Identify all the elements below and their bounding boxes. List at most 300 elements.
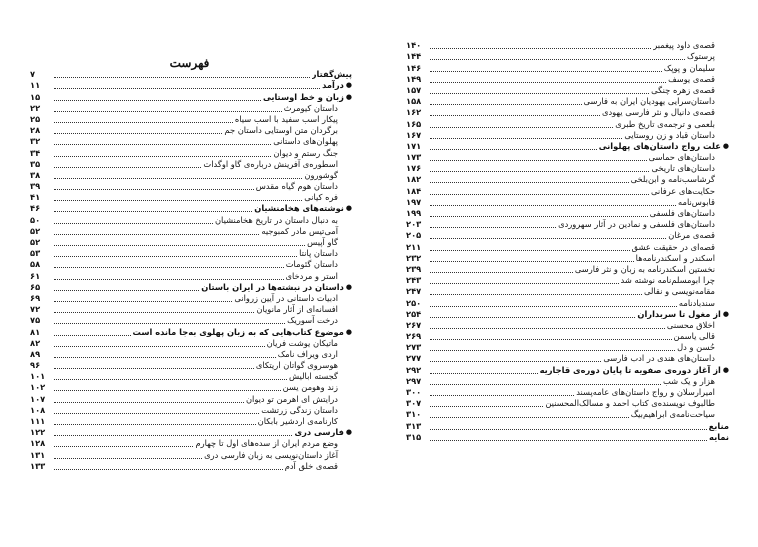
- bullet-icon: ●: [722, 365, 729, 374]
- dot-leader: [54, 335, 131, 336]
- toc-entry-title: داستان‌های فلسفی و نمادین در آثار سهروردی: [558, 219, 715, 230]
- toc-entry: [30, 360, 352, 371]
- dot-leader: [430, 238, 666, 239]
- dot-leader: [430, 104, 582, 105]
- toc-entry-page: ۱۷۱: [406, 140, 422, 151]
- toc-entry-page: ۶۱: [30, 270, 41, 281]
- dot-leader: [54, 357, 276, 358]
- toc-entry-title: پیکار اسب سفید با اسب سیاه: [234, 113, 338, 124]
- dot-leader: [430, 429, 707, 430]
- dot-leader: [430, 115, 600, 116]
- toc-entry-title: قصه‌ی خلق آدم: [284, 460, 338, 471]
- dot-leader: [430, 361, 601, 362]
- dot-leader: [430, 227, 556, 228]
- toc-entry-title: قصه‌ی زهره چنگی: [651, 84, 715, 95]
- dot-leader: [430, 182, 629, 183]
- toc-entry-title: قصه‌ی دانیال و نثر فارسی یهودی: [601, 107, 715, 118]
- toc-entry-page: ۱۹۷: [406, 196, 422, 207]
- toc-entry: [30, 181, 352, 192]
- dot-leader: [54, 256, 297, 257]
- toc-entry-page: ۱۰۸: [30, 404, 46, 415]
- toc-entry: [406, 309, 729, 320]
- dot-leader: [430, 328, 665, 329]
- dot-leader: [430, 250, 630, 251]
- toc-entry: [30, 371, 352, 382]
- toc-entry-page: ۳۹: [30, 181, 41, 192]
- toc-entry: [30, 461, 352, 472]
- toc-entry-title: فارسی دری: [294, 427, 344, 438]
- toc-entry: [30, 382, 352, 393]
- toc-entry-title: داستان‌های فلسفی: [649, 208, 715, 218]
- toc-entry-page: ۲۵۴: [406, 308, 422, 319]
- toc-entry-title: داستان هوم گیاه مقدس: [255, 181, 338, 192]
- toc-entry-page: ۵۲: [30, 225, 41, 236]
- toc-entry: [30, 315, 352, 326]
- bullet-icon: ●: [345, 204, 352, 213]
- dot-leader: [54, 301, 232, 302]
- toc-entry-title: گاو آپیس: [307, 237, 338, 247]
- toc-entry-page: ۲۷۳: [406, 342, 422, 353]
- toc-entry-title: سیاحت‌نامه‌ی ابراهیم‌بیگ: [630, 409, 715, 420]
- toc-entry: [406, 353, 729, 364]
- toc-entry-page: ۵۸: [30, 259, 41, 270]
- toc-entry: [30, 214, 352, 225]
- dot-leader: [430, 171, 649, 172]
- dot-leader: [430, 350, 675, 351]
- toc-entry-title: افسانه‌ای از آثار مانویان: [256, 304, 338, 315]
- toc-entry-title: داستان زندگی زرتشت: [261, 404, 338, 415]
- toc-entry-page: ۸۱: [30, 326, 41, 337]
- dot-leader: [430, 71, 662, 72]
- toc-entry: [30, 147, 352, 158]
- right-page: [379, 0, 758, 547]
- toc-entry-title: قصه‌ای در حقیقت عشق: [631, 241, 715, 252]
- toc-entry-title: ادبیات داستانی در آیین زروانی: [234, 292, 338, 303]
- toc-entry-title: وضع مردم ایران از سده‌های اول تا چهارم: [195, 438, 338, 449]
- dot-leader: [54, 122, 233, 123]
- toc-entry: [406, 40, 729, 51]
- toc-entry-title: سلیمان و پوپک: [663, 62, 715, 73]
- toc-entry: [30, 349, 352, 360]
- dot-leader: [430, 306, 677, 307]
- toc-entry: [406, 387, 729, 398]
- toc-entry-title: نمایه: [709, 431, 729, 442]
- dot-leader: [54, 223, 213, 224]
- toc-entry: [406, 118, 729, 129]
- toc-entry-page: ۸۲: [30, 337, 41, 348]
- toc-entry-page: ۱۵: [30, 91, 41, 102]
- toc-entry-page: ۱۷۶: [406, 163, 422, 174]
- dot-leader: [54, 133, 222, 134]
- toc-entry-title: داستان گئومات: [285, 259, 338, 270]
- toc-entry: [30, 91, 352, 102]
- toc-entry: [30, 170, 352, 181]
- toc-entry-title: داستان پانتا: [299, 248, 338, 259]
- toc-entry: [30, 203, 352, 214]
- dot-leader: [54, 111, 282, 112]
- toc-entry: [406, 107, 729, 118]
- toc-entry-page: ۱۱۱: [30, 416, 46, 426]
- toc-entry: [406, 141, 729, 152]
- bullet-icon: ●: [345, 81, 352, 90]
- toc-entry: [30, 438, 352, 449]
- toc-entry-title: اسطوره‌ی آفرینش درباره‌ی گاو اوگدات: [203, 158, 338, 169]
- toc-entry: [406, 163, 729, 174]
- toc-entry: [30, 80, 352, 91]
- toc-entry: [406, 320, 729, 331]
- toc-entry-title: جنگ رستم و دیوان: [273, 147, 338, 158]
- toc-entry-page: ۱۶۲: [406, 107, 422, 118]
- toc-entry: [30, 270, 352, 281]
- toc-entry-page: ۲۲: [30, 102, 41, 113]
- toc-entry-title: قابوس‌نامه: [678, 196, 715, 207]
- toc-entry: [406, 297, 729, 308]
- toc-entry-page: ۸۹: [30, 348, 41, 359]
- dot-leader: [54, 279, 284, 280]
- dot-leader: [54, 458, 202, 459]
- toc-entry-page: ۳۲: [30, 136, 41, 147]
- toc-entry-title: حُسن و دل: [677, 342, 715, 353]
- toc-entry-title: اخلاق محسنی: [666, 319, 715, 330]
- dot-leader: [54, 234, 259, 235]
- dot-leader: [430, 272, 573, 273]
- dot-leader: [54, 144, 271, 145]
- toc-entry-page: ۳۵: [30, 158, 41, 169]
- toc-entry-title: قصه‌ی مرغان: [668, 230, 715, 241]
- toc-entry-title: درآمد: [322, 80, 344, 91]
- toc-entry-page: ۲۵۰: [406, 297, 422, 308]
- toc-entry-title: پهلوان‌های داستانی: [273, 136, 338, 147]
- dot-leader: [54, 245, 305, 246]
- toc-entry-title: قالی یاسمن: [673, 331, 715, 342]
- toc-entry-page: ۲۶۷: [406, 319, 422, 330]
- toc-entry-title: حکایت‌های عرفانی: [651, 185, 715, 196]
- toc-entry-page: ۱۴۹: [406, 73, 422, 84]
- dot-leader: [430, 395, 574, 396]
- dot-leader: [54, 323, 285, 324]
- dot-leader: [54, 167, 201, 168]
- toc-entry-title: درخت آسوریک: [287, 315, 338, 326]
- toc-entry: [406, 364, 729, 375]
- toc-entry: [406, 230, 729, 241]
- toc-entry: [406, 275, 729, 286]
- toc-entry: [406, 241, 729, 252]
- toc-entry-page: ۹۶: [30, 360, 41, 371]
- toc-entry: [30, 282, 352, 293]
- toc-entry-title: داستان‌های هندی در ادب فارسی: [603, 353, 715, 364]
- toc-entry-title: برگردان متن اوستایی داستان جم: [224, 125, 338, 136]
- dot-leader: [54, 290, 199, 291]
- toc-entry: [30, 416, 352, 427]
- toc-entry-page: ۱۹۹: [406, 208, 422, 218]
- toc-entry-title: گرشاسب‌نامه و ابن‌بلخی: [630, 174, 715, 185]
- dot-leader: [430, 127, 613, 128]
- dot-leader: [430, 160, 647, 161]
- toc-entry-page: ۱۸۴: [406, 185, 422, 196]
- toc-entry-page: ۱۵۷: [406, 84, 422, 95]
- toc-entry-page: ۱۴۰: [406, 40, 422, 51]
- toc-entry: [30, 427, 352, 438]
- dot-leader: [54, 379, 287, 380]
- toc-entry-title: زبان و خط اوستایی: [262, 91, 344, 102]
- dot-leader: [430, 93, 649, 94]
- dot-leader: [54, 88, 320, 89]
- toc-entry: [406, 409, 729, 420]
- toc-entry-page: ۱۲۸: [30, 438, 46, 449]
- toc-entry: [30, 192, 352, 203]
- toc-entry-page: ۱۶۷: [406, 129, 422, 140]
- toc-entry-page: ۴۱: [30, 192, 41, 203]
- dot-leader: [430, 82, 666, 83]
- toc-entry-title: چرا ابومسلم‌نامه نوشته شد: [620, 275, 715, 286]
- toc-entry: [30, 405, 352, 416]
- toc-entry: [30, 338, 352, 349]
- toc-entry-title: طالبوف نویسنده‌ی کتاب احمد و مسالک‌المحسنین: [545, 398, 715, 409]
- toc-entry: [406, 152, 729, 163]
- dot-leader: [430, 417, 629, 418]
- toc-entry-title: بلعمی و ترجمه‌ی تاریخ طبری: [615, 118, 715, 129]
- toc-entry-title: قصه‌ی داود پیغمبر: [653, 40, 715, 51]
- toc-entry-title: داستان کیومرث: [283, 102, 338, 113]
- toc-entry-page: ۶۵: [30, 281, 41, 292]
- dot-leader: [430, 216, 648, 217]
- toc-entry-title: داستان‌سرایی یهودیان ایران به فارسی: [583, 96, 715, 107]
- toc-entry: [30, 114, 352, 125]
- toc-entry: [30, 449, 352, 460]
- dot-leader: [54, 211, 252, 212]
- toc-entry-title: علت رواج داستان‌های پهلوانی: [598, 140, 721, 151]
- dot-leader: [430, 384, 661, 385]
- toc-entry-title: داستان در نبشته‌ها در ایران باستان: [201, 281, 344, 292]
- toc-entry-page: ۲۵: [30, 113, 41, 124]
- dot-leader: [430, 194, 649, 195]
- toc-entry-page: ۳۴: [30, 147, 41, 158]
- toc-entry-page: ۵۰: [30, 214, 41, 225]
- toc-entry-page: ۲۶۹: [406, 331, 422, 342]
- toc-entry: [406, 62, 729, 73]
- dot-leader: [54, 189, 254, 190]
- toc-entry-title: داستان قباد و زن روستایی: [624, 129, 715, 140]
- toc-entry: [406, 376, 729, 387]
- dot-leader: [54, 178, 302, 179]
- bullet-icon: ●: [722, 141, 729, 150]
- toc-entry-title: اردی ویراف نامک: [277, 348, 338, 359]
- toc-entry-page: ۱۰۲: [30, 382, 46, 393]
- toc-entry-title: مقامه‌نویسی و نقالی: [643, 286, 715, 297]
- toc-entry-page: ۲۹۲: [406, 364, 422, 375]
- dot-leader: [430, 283, 619, 284]
- toc-list-left: [30, 69, 352, 472]
- toc-entry: [30, 393, 352, 404]
- toc-entry-title: درایتش ای اهرمن تو دیوان: [245, 393, 338, 404]
- toc-entry-page: ۱۸۲: [406, 174, 422, 185]
- toc-entry: [30, 136, 352, 147]
- toc-entry-title: گوشورون: [304, 169, 338, 180]
- toc-entry-title: ماتیکان یوشت فریان: [266, 337, 338, 348]
- dot-leader: [54, 156, 271, 157]
- toc-entry: [406, 208, 729, 219]
- toc-entry-page: ۱۴۴: [406, 51, 422, 62]
- dot-leader: [430, 440, 707, 441]
- toc-entry-page: ۱۰۷: [30, 393, 46, 404]
- dot-leader: [54, 346, 265, 347]
- toc-entry-title: هزار و یک شب: [662, 375, 715, 386]
- toc-entry: [406, 130, 729, 141]
- toc-entry-title: نخستین اسکندرنامه به زبان و نثر فارسی: [574, 263, 715, 274]
- toc-entry: [406, 74, 729, 85]
- dot-leader: [54, 469, 283, 470]
- toc-entry-page: ۳۸: [30, 169, 41, 180]
- toc-entry: [406, 286, 729, 297]
- toc-entry-page: ۱۲۲: [30, 427, 46, 438]
- toc-entry-page: ۲۴۳: [406, 275, 422, 286]
- toc-entry-title: منابع: [708, 420, 729, 431]
- toc-entry: [406, 398, 729, 409]
- toc-entry: [30, 293, 352, 304]
- toc-entry: [406, 331, 729, 342]
- toc-entry-title: آمی‌تیس مادر کمبوجیه: [261, 225, 338, 236]
- toc-entry-page: ۱۵۸: [406, 96, 422, 107]
- toc-entry: [30, 226, 352, 237]
- toc-entry: [30, 237, 352, 248]
- toc-entry-page: ۱۱: [30, 80, 41, 91]
- dot-leader: [430, 138, 622, 139]
- dot-leader: [430, 59, 685, 60]
- toc-entry-page: ۲۰۵: [406, 230, 422, 241]
- toc-entry-page: ۱۷۳: [406, 152, 422, 163]
- dot-leader: [54, 200, 302, 201]
- toc-entry: [30, 304, 352, 315]
- dot-leader: [54, 100, 261, 101]
- toc-entry-page: ۳۱۵: [406, 431, 422, 442]
- toc-entry-page: ۵۳: [30, 248, 41, 259]
- toc-entry-page: ۲۳۹: [406, 263, 422, 274]
- dot-leader: [430, 48, 651, 49]
- toc-entry-page: ۳۰۷: [406, 398, 422, 409]
- toc-entry: [406, 174, 729, 185]
- dot-leader: [54, 435, 292, 436]
- toc-entry-page: ۲۰۳: [406, 219, 422, 230]
- toc-entry: [406, 51, 729, 62]
- dot-leader: [430, 205, 676, 206]
- toc-entry-title: اسکندر و اسکندرنامه‌ها: [635, 252, 715, 263]
- bullet-icon: ●: [345, 92, 352, 101]
- toc-entry-page: ۱۶۵: [406, 118, 422, 129]
- toc-entry-page: ۳۱۳: [406, 420, 422, 431]
- dot-leader: [430, 317, 635, 318]
- toc-entry: [30, 103, 352, 114]
- toc-entry-page: ۵۲: [30, 237, 41, 247]
- toc-entry-page: ۲۹۷: [406, 375, 422, 386]
- toc-entry-page: ۱۳۱: [30, 449, 46, 460]
- bullet-icon: ●: [345, 327, 352, 336]
- toc-entry-title: گجسته ابالیش: [288, 371, 338, 382]
- dot-leader: [54, 390, 281, 391]
- bullet-icon: ●: [722, 309, 729, 318]
- toc-list-right: [406, 40, 729, 443]
- dot-leader: [54, 402, 244, 403]
- toc-entry-title: فره کیانی: [304, 192, 338, 203]
- dot-leader: [430, 149, 597, 150]
- toc-entry: [30, 326, 352, 337]
- toc-entry-title: هوسروی گواتان اریتکای: [255, 360, 338, 371]
- toc-entry: [406, 219, 729, 230]
- toc-entry-title: زند وهومن یسن: [282, 382, 338, 393]
- bullet-icon: ●: [345, 282, 352, 291]
- toc-entry: [30, 125, 352, 136]
- toc-entry-page: ۳۱۰: [406, 409, 422, 420]
- toc-entry-page: ۴۶: [30, 203, 41, 214]
- toc-entry-page: ۲۸: [30, 125, 41, 136]
- toc-entry-title: امیرارسلان و رواج داستان‌های عامه‌پسند: [576, 387, 715, 397]
- toc-entry: [406, 185, 729, 196]
- toc-entry-page: ۷۵: [30, 315, 41, 326]
- dot-leader: [54, 413, 259, 414]
- dot-leader: [54, 446, 193, 447]
- toc-entry-page: ۲۷۷: [406, 353, 422, 364]
- dot-leader: [430, 294, 642, 295]
- toc-entry: [406, 342, 729, 353]
- toc-entry-page: ۲۳۲: [406, 252, 422, 263]
- toc-entry-title: داستان‌های حماسی: [648, 152, 715, 163]
- toc-entry-title: استر و مردخای: [285, 270, 338, 281]
- toc-entry-title: سندبادنامه: [678, 297, 715, 308]
- toc-entry-page: ۱۰۱: [30, 371, 46, 382]
- dot-leader: [430, 406, 543, 407]
- toc-entry: [406, 432, 729, 443]
- toc-entry-title: پیش‌گفتار: [311, 69, 352, 80]
- toc-title: فهرست: [169, 56, 210, 70]
- toc-entry-title: داستان‌های تاریخی: [651, 163, 715, 174]
- toc-entry-title: نوشته‌های هخامنشیان: [254, 203, 344, 214]
- toc-entry: [406, 197, 729, 208]
- bullet-icon: ●: [345, 428, 352, 437]
- toc-entry-title: از مغول تا سربداران: [637, 308, 721, 319]
- toc-entry-title: آغاز داستان‌نویسی به زبان فارسی دری: [204, 449, 338, 460]
- toc-entry-page: ۱۴۶: [406, 62, 422, 73]
- toc-entry-page: ۷: [30, 69, 36, 80]
- toc-entry: [406, 96, 729, 107]
- toc-entry-title: کارنامه‌ی اردشیر بابکان: [257, 416, 338, 426]
- toc-entry-title: موضوع کتاب‌هایی که به زبان پهلوی به‌جا مانده است: [132, 326, 344, 337]
- toc-entry: [30, 159, 352, 170]
- toc-entry-page: ۷۲: [30, 304, 41, 315]
- toc-entry: [30, 69, 352, 80]
- toc-entry-title: قصه‌ی یوسف: [668, 73, 715, 84]
- dot-leader: [430, 373, 538, 374]
- dot-leader: [54, 267, 284, 268]
- dot-leader: [54, 77, 310, 78]
- toc-entry: [406, 85, 729, 96]
- toc-entry: [406, 253, 729, 264]
- dot-leader: [54, 312, 254, 313]
- dot-leader: [54, 424, 256, 425]
- dot-leader: [430, 339, 672, 340]
- toc-entry: [406, 264, 729, 275]
- toc-entry-page: ۶۹: [30, 292, 41, 303]
- dot-leader: [430, 261, 634, 262]
- toc-entry-page: ۲۴۷: [406, 286, 422, 297]
- toc-entry: [30, 248, 352, 259]
- toc-entry: [406, 420, 729, 431]
- toc-entry-page: ۳۰۰: [406, 387, 422, 397]
- toc-entry-page: ۲۱۱: [406, 241, 422, 252]
- toc-entry-title: به دنبال داستان در تاریخ هخامنشیان: [214, 214, 338, 225]
- dot-leader: [54, 368, 254, 369]
- toc-entry-title: پرستوک: [686, 51, 715, 62]
- toc-entry-title: از آغاز دوره‌ی صفویه تا پایان دوره‌ی قاجاریه: [539, 364, 721, 375]
- toc-entry-page: ۱۳۳: [30, 460, 46, 471]
